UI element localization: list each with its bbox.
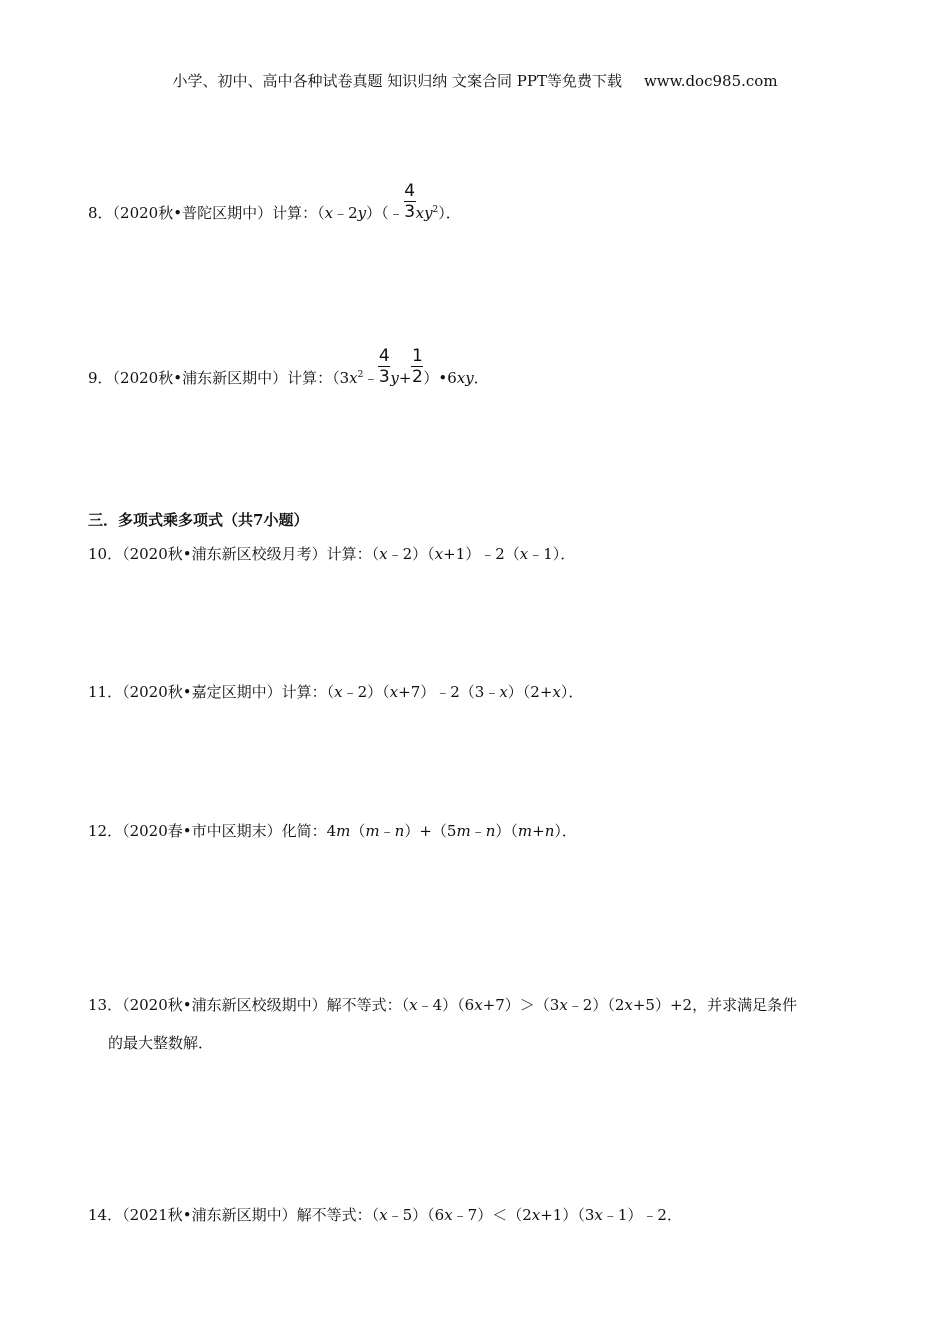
header-site: www.doc985.com [643, 72, 778, 90]
question-13-line2: 的最大整数解． [108, 1034, 214, 1052]
question-number: 13． [88, 996, 123, 1014]
expression: （x﹣2）（x+7）﹣2（3﹣x）（2+x）． [326, 683, 584, 701]
section-title: 三．多项式乘多项式（共7小题） [88, 511, 309, 529]
header-text: 小学、初中、高中各种试卷真题 知识归纳 文案合同 PPT等免费下载 [172, 72, 622, 90]
question-source: （2020秋•浦东新区期中）计算： [112, 369, 333, 387]
fraction: $\frac{1}{2}$ [411, 346, 423, 387]
question-source: （2020秋•普陀区期中）计算： [112, 204, 318, 222]
expression: （x﹣2）（x+1）﹣2（x﹣1）． [371, 545, 576, 563]
expression: （x﹣4）（6x+7）＞（3x﹣2）（2x+5）+2 [401, 996, 693, 1014]
question-tail: ，并求满足条件 [692, 996, 798, 1014]
question-source: （2020秋•浦东新区校级月考）计算： [122, 545, 372, 563]
expression: （$3x^2﹣$ $\frac{4}{3}$ y+ $\frac{1}{2}$ ）•6xy． [332, 346, 489, 387]
question-11 [88, 681, 583, 703]
question-10 [88, 543, 575, 565]
question-8 [88, 181, 461, 224]
question-source: （2020秋•嘉定区期中）计算： [122, 683, 327, 701]
question-9 [88, 346, 489, 389]
question-13 [88, 994, 797, 1016]
question-number: 8． [88, 204, 113, 222]
question-source: （2021秋•浦东新区期中）解不等式： [122, 1206, 372, 1224]
question-number: 12． [88, 822, 123, 840]
page-header [0, 70, 950, 91]
expression: （x﹣2y）（﹣ $\frac{4}{3}$ $xy^2$）． [317, 181, 461, 222]
fraction: $\frac{4}{3}$ [378, 346, 390, 387]
fraction: $\frac{4}{3}$ [404, 181, 416, 222]
question-12 [88, 820, 577, 842]
question-number: 10． [88, 545, 123, 563]
question-number: 14． [88, 1206, 123, 1224]
question-14 [88, 1204, 682, 1226]
question-number: 9． [88, 369, 113, 387]
expression: 4m（m﹣n）+（5m﹣n）（m+n）． [326, 822, 577, 840]
question-number: 11． [88, 683, 123, 701]
expression: （x﹣5）（6x﹣7）＜（2x+1）（3x﹣1）﹣2． [371, 1206, 682, 1224]
question-source: （2020春•市中区期末）化简： [122, 822, 327, 840]
question-source: （2020秋•浦东新区校级期中）解不等式： [122, 996, 402, 1014]
